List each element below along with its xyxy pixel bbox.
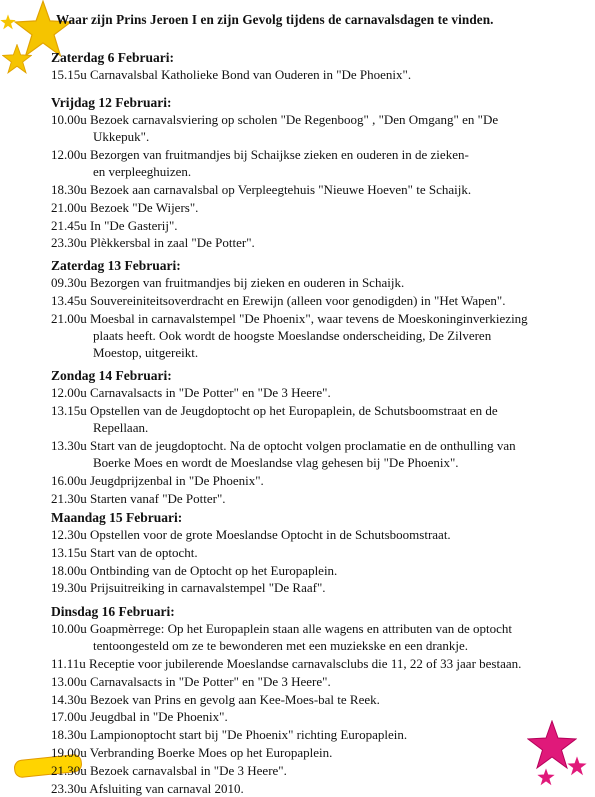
- schedule-entry: [51, 526, 571, 543]
- entry-text: 21.30u Bezoek carnavalsbal in "De 3 Heere".: [51, 762, 287, 778]
- schedule-entry: [51, 274, 571, 291]
- schedule-entry: [51, 472, 571, 489]
- entry-text: 13.30u Start van de jeugdoptocht. Na de optocht volgen proclamatie en de onthulling van: [51, 437, 516, 453]
- schedule-entry: [51, 673, 571, 690]
- schedule-entry: [51, 384, 571, 401]
- entry-text: 12.00u Bezorgen van fruitmandjes bij Schaijkse zieken en ouderen in de zieken-: [51, 147, 469, 162]
- schedule-entry: [51, 310, 571, 361]
- entry-text: 09.30u Bezorgen van fruitmandjes bij zieken en ouderen in Schaijk.: [51, 275, 405, 290]
- entry-text: 19.30u Prijsuitreiking in carnavalstempel "De Raaf".: [51, 580, 326, 596]
- schedule-entry: [51, 292, 571, 309]
- schedule-entry: [51, 562, 571, 579]
- star-icon-small: [2, 44, 32, 74]
- section-title: Vrijdag 12 Februari:: [51, 95, 172, 110]
- section-title: Zaterdag 13 Februari:: [51, 258, 181, 273]
- entry-continuation: Repellaan.: [93, 419, 149, 435]
- entry-text: 10.00u Bezoek carnavalsviering op scholen "De Regenboog" , "Den Omgang" en "De: [51, 112, 499, 127]
- schedule-entry: [51, 199, 571, 216]
- section-title: Maandag 15 Februari:: [51, 510, 183, 525]
- section-title: Zondag 14 Februari:: [51, 368, 172, 383]
- schedule-entry: [51, 490, 571, 507]
- entry-text: 21.00u Moesbal in carnavalstempel "De Phoenix", waar tevens de Moeskoninginverkiezing: [51, 310, 528, 326]
- entry-text: 13.00u Carnavalsacts in "De Potter" en "De 3 Heere".: [51, 673, 331, 689]
- entry-continuation: tentoongesteld om ze te bewonderen met een muziekske en een drankje.: [93, 638, 469, 653]
- section-title: Dinsdag 16 Februari:: [51, 604, 175, 619]
- entry-text: 14.30u Bezoek van Prins en gevolg aan Kee-Moes-bal te Reek.: [51, 691, 380, 707]
- entry-text: 15.15u Carnavalsbal Katholieke Bond van Ouderen in "De Phoenix".: [51, 67, 412, 82]
- schedule-entry: [51, 691, 571, 708]
- entry-text: 12.00u Carnavalsacts in "De Potter" en "De 3 Heere".: [51, 385, 331, 400]
- entry-text: 17.00u Jeugdbal in "De Phoenix".: [51, 709, 228, 725]
- entry-continuation: Boerke Moes en wordt de Moeslandse vlag gehesen bij "De Phoenix".: [93, 454, 459, 470]
- schedule-entry: [51, 744, 571, 761]
- schedule-entry: [51, 234, 571, 251]
- entry-text: 13.45u Souvereiniteitsoverdracht en Erewijn (alleen voor genodigden) in "Het Wapen".: [51, 292, 506, 308]
- entry-text: 21.45u In "De Gasterij".: [51, 217, 178, 233]
- entry-text: 21.30u Starten vanaf "De Potter".: [51, 490, 226, 506]
- entry-text: 12.30u Opstellen voor de grote Moeslandse Optocht in de Schutsboomstraat.: [51, 527, 451, 542]
- section-title: Zaterdag 6 Februari:: [51, 50, 174, 65]
- schedule-entry: [51, 726, 571, 743]
- schedule-entry: [51, 762, 571, 779]
- entry-text: 23.30u Plèkkersbal in zaal "De Potter".: [51, 235, 255, 251]
- schedule-entry: [51, 579, 571, 596]
- schedule-entry: [51, 111, 571, 145]
- entry-text: 21.00u Bezoek "De Wijers".: [51, 199, 199, 215]
- entry-text: 18.30u Lampionoptocht start bij "De Phoenix" richting Europaplein.: [51, 727, 408, 743]
- schedule-entry: [51, 437, 571, 471]
- entry-continuation: en verpleeghuizen.: [93, 164, 192, 179]
- entry-text: 10.00u Goapmèrrege: Op het Europaplein staan alle wagens en attributen van de optocht: [51, 621, 512, 636]
- schedule-entry: [51, 217, 571, 234]
- schedule-entry: [51, 146, 571, 180]
- schedule-entry: [51, 66, 571, 83]
- schedule-entry: [51, 402, 571, 436]
- page-title: Waar zijn Prins Jeroen I en zijn Gevolg tijdens de carnavalsdagen te vinden.: [56, 12, 494, 27]
- schedule-entry: [51, 655, 571, 672]
- entry-text: 11.11u Receptie voor jubilerende Moeslandse carnavalsclubs die 11, 22 of 33 jaar bestaan.: [51, 656, 522, 671]
- schedule-entry: [51, 708, 571, 725]
- entry-continuation: plaats heeft. Ook wordt de hoogste Moeslandse onderscheiding, De Zilveren: [93, 327, 492, 343]
- schedule-entry: [51, 181, 571, 198]
- entry-text: 13.15u Start van de optocht.: [51, 544, 198, 560]
- entry-text: 23.30u Afsluiting van carnaval 2010.: [51, 780, 244, 796]
- entry-text: 16.00u Jeugdprijzenbal in "De Phoenix".: [51, 472, 264, 488]
- schedule-entry: [51, 780, 571, 797]
- schedule-entry: [51, 544, 571, 561]
- entry-continuation: Ukkepuk".: [93, 129, 150, 144]
- star-icon-tiny: [0, 14, 16, 30]
- entry-text: 19.00u Verbranding Boerke Moes op het Europaplein.: [51, 745, 333, 760]
- entry-text: 18.00u Ontbinding van de Optocht op het Europaplein.: [51, 562, 338, 578]
- entry-continuation: Moestop, uitgereikt.: [93, 344, 199, 360]
- entry-text: 13.15u Opstellen van de Jeugdoptocht op het Europaplein, de Schutsboomstraat en de: [51, 402, 498, 418]
- schedule-entry: [51, 620, 571, 654]
- entry-text: 18.30u Bezoek aan carnavalsbal op Verpleegtehuis "Nieuwe Hoeven" te Schaijk.: [51, 182, 472, 197]
